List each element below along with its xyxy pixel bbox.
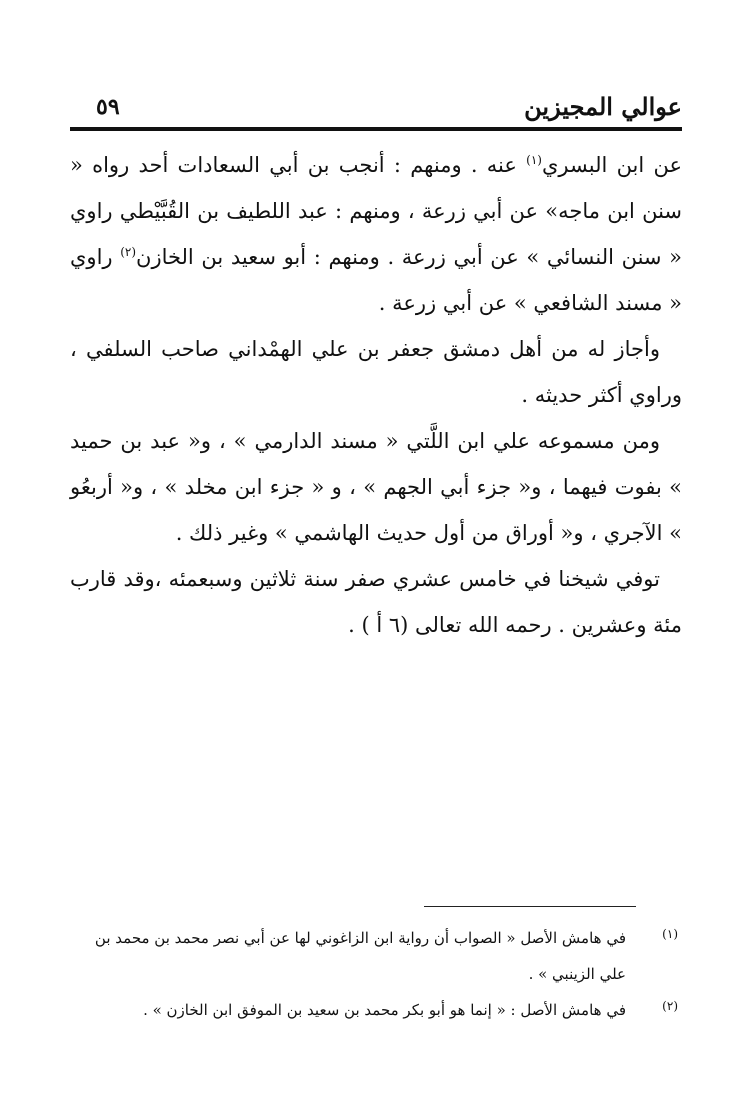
paragraph-1-part-3: راوي « مسند الشافعي » عن أبي زرعة . (70, 245, 682, 315)
header-divider (70, 127, 682, 131)
footnote-2-text: في هامش الأصل : « إنما هو أبو بكر محمد بن سعيد بن الموفق ابن الخازن » . (143, 1001, 626, 1019)
main-text (70, 142, 682, 648)
footnote-1 (70, 920, 682, 992)
footnote-divider (424, 906, 636, 907)
paragraph-1-part-2: عنه . ومنهم : أنجب بن أبي السعادات أحد رواه « سنن ابن ماجه» عن أبي زرعة ، ومنهم : عبد اللطيف بن القُبَّيْطي راوي « سنن النسائي » عن أبي زرعة . ومنهم : أبو سعيد بن الخازن (70, 153, 682, 269)
footnote-1-marker: (١) (662, 927, 678, 941)
footnote-2-marker: (٢) (662, 999, 678, 1013)
running-header (70, 92, 682, 128)
footnote-ref-2[interactable]: (٢) (120, 245, 137, 259)
footnotes (70, 920, 682, 1028)
paragraph-2: وأجاز له من أهل دمشق جعفر بن علي الهمْداني صاحب السلفي ، وراوي أكثر حديثه . (70, 337, 682, 407)
footnote-2 (70, 992, 682, 1028)
paragraph-4: توفي شيخنا في خامس عشري صفر سنة ثلاثين وسبعمئه ،وقد قارب مئة وعشرين . رحمه الله تعالى (٦ أ ) . (70, 567, 682, 637)
footnote-ref-1[interactable]: (١) (526, 153, 542, 167)
paragraph-3: ومن مسموعه علي ابن اللَّتي « مسند الدارمي » ، و« عبد بن حميد » بفوت فيهما ، و« جزء أبي الجهم » ، و « جزء ابن مخلد » ، و« أربعُو » الآجري ، و« أوراق من أول حديث الهاشمي » وغير ذلك . (70, 429, 682, 545)
paragraph-1 (70, 142, 682, 326)
paragraph-1-part-1: عن ابن البسري (541, 153, 682, 177)
footnote-1-text: في هامش الأصل « الصواب أن رواية ابن الزاغوني لها عن أبي نصر محمد بن محمد بن علي الزينبي » . (94, 929, 626, 983)
page-number: ٥٩ (96, 94, 120, 120)
book-title: عوالي المجيزين (524, 92, 682, 121)
